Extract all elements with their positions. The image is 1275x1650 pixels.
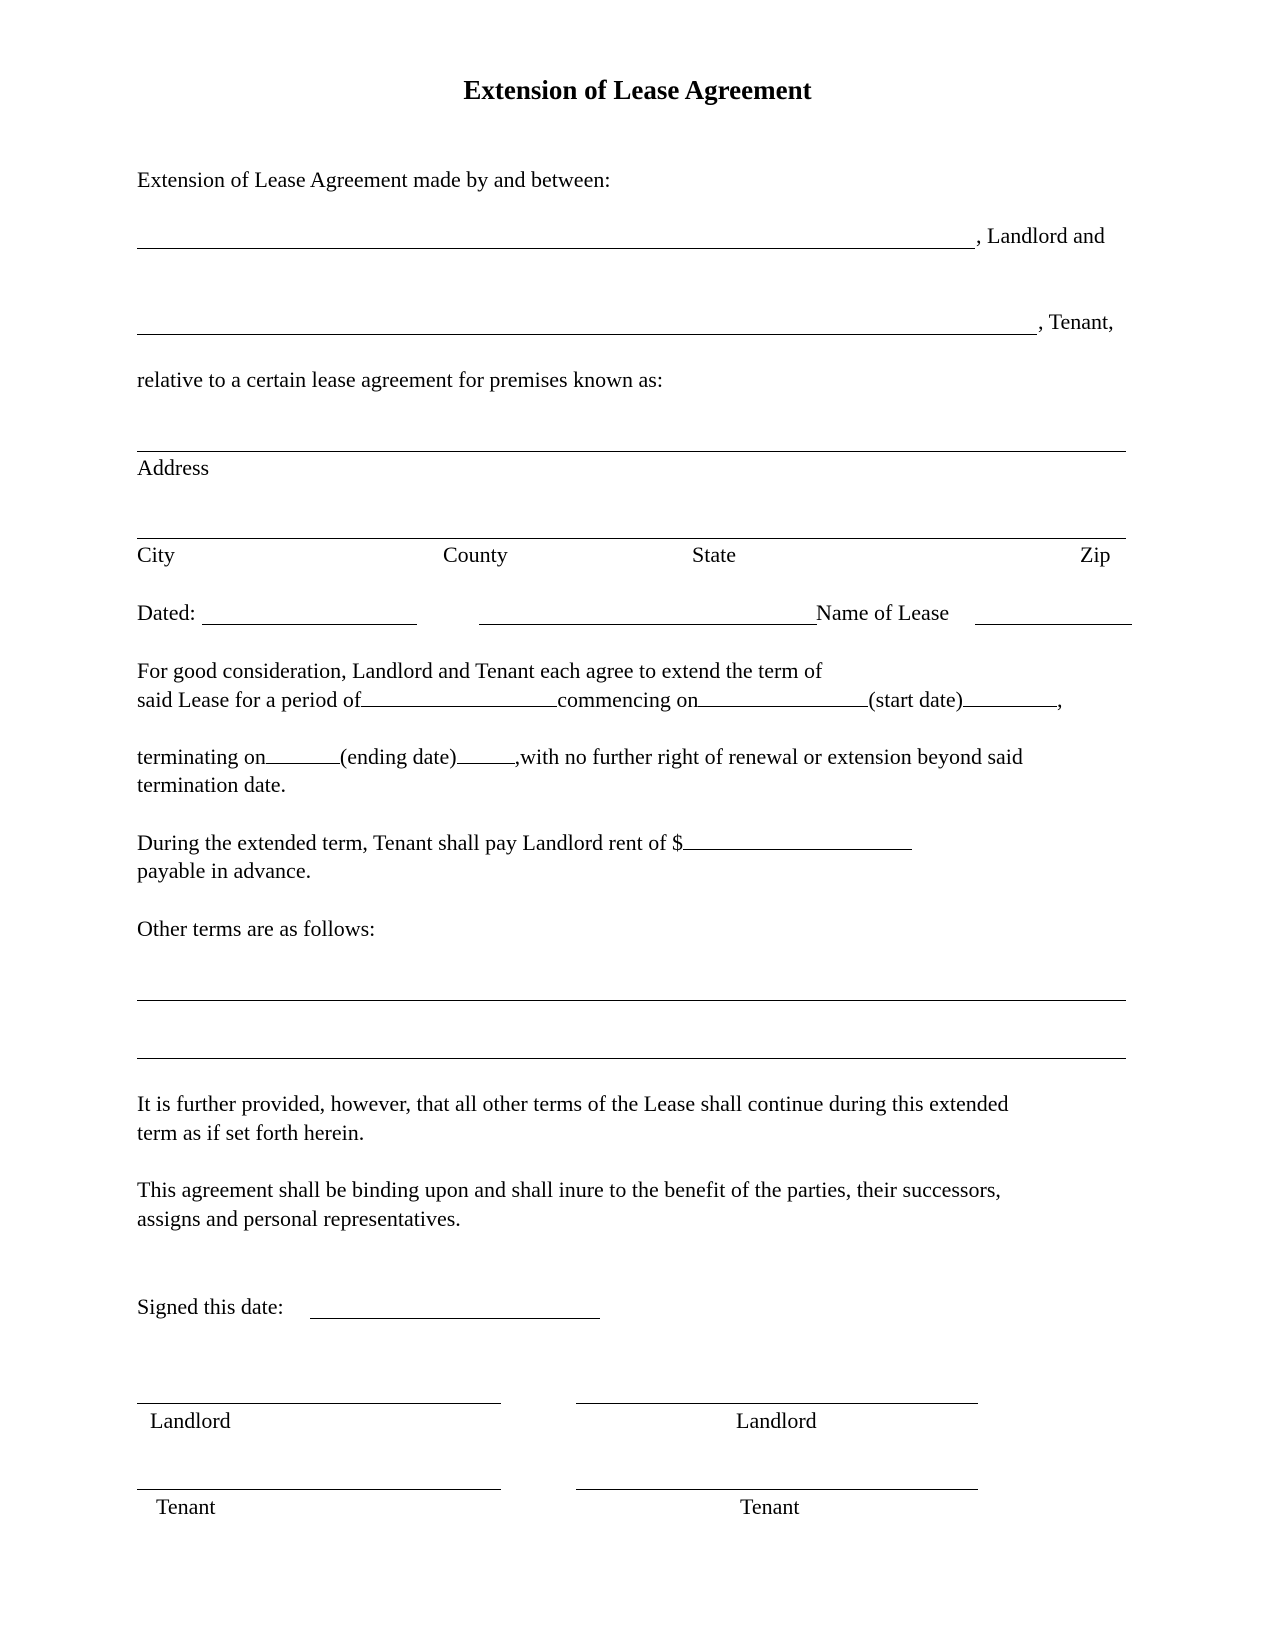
tenant-signature-left[interactable] bbox=[137, 1489, 501, 1490]
binding-line-2: assigns and personal representatives. bbox=[137, 1206, 461, 1231]
period-field[interactable] bbox=[361, 686, 557, 707]
terminating-line-1 bbox=[137, 743, 1023, 770]
zip-label: Zip bbox=[1080, 542, 1111, 567]
rent-label: During the extended term, Tenant shall pay Landlord rent of $ bbox=[137, 830, 684, 855]
name-of-lease-label: Name of Lease bbox=[816, 600, 950, 625]
no-renewal-text: ,with no further right of renewal or extension beyond said bbox=[514, 744, 1023, 769]
tenant-signature-right[interactable] bbox=[576, 1489, 978, 1490]
terminating-line-2: termination date. bbox=[137, 772, 287, 797]
start-date-field[interactable] bbox=[963, 686, 1057, 707]
binding-line-1: This agreement shall be binding upon and shall inure to the benefit of the parties, their successors, bbox=[137, 1177, 1001, 1202]
signed-date-field[interactable] bbox=[310, 1318, 600, 1319]
further-line-2: term as if set forth herein. bbox=[137, 1120, 365, 1145]
other-terms-field-2[interactable] bbox=[137, 1058, 1126, 1059]
landlord-signature-right[interactable] bbox=[576, 1403, 978, 1404]
start-date-label: (start date) bbox=[868, 687, 963, 712]
landlord-signature-left[interactable] bbox=[137, 1403, 501, 1404]
county-label: County bbox=[443, 542, 508, 567]
premises-text: relative to a certain lease agreement for premises known as: bbox=[137, 367, 663, 392]
landlord-name-field[interactable] bbox=[137, 248, 975, 249]
commencing-label: commencing on bbox=[557, 687, 699, 712]
landlord-suffix: , Landlord and bbox=[976, 223, 1105, 248]
signed-date-label: Signed this date: bbox=[137, 1294, 284, 1319]
lease-name-field[interactable] bbox=[479, 624, 817, 625]
city-label: City bbox=[137, 542, 175, 567]
tenant-suffix: , Tenant, bbox=[1038, 309, 1114, 334]
other-terms-field-1[interactable] bbox=[137, 1000, 1126, 1001]
terminating-field[interactable] bbox=[266, 743, 340, 764]
ending-date-label: (ending date) bbox=[339, 744, 457, 769]
rent-line-2: payable in advance. bbox=[137, 858, 312, 883]
address-field[interactable] bbox=[137, 451, 1126, 452]
rent-line-1 bbox=[137, 829, 912, 856]
dated-label: Dated: bbox=[137, 600, 196, 625]
period-label: said Lease for a period of bbox=[137, 687, 362, 712]
rent-amount-field[interactable] bbox=[683, 829, 912, 850]
consideration-line-1: For good consideration, Landlord and Tenant each agree to extend the term of bbox=[137, 658, 823, 683]
terminating-label: terminating on bbox=[137, 744, 266, 769]
consideration-line-2 bbox=[137, 686, 1063, 713]
tenant-name-field[interactable] bbox=[137, 334, 1037, 335]
comma: , bbox=[1057, 687, 1063, 712]
address-label: Address bbox=[137, 455, 210, 480]
commencing-field[interactable] bbox=[698, 686, 868, 707]
other-terms-label: Other terms are as follows: bbox=[137, 916, 376, 941]
further-line-1: It is further provided, however, that all other terms of the Lease shall continue during this extended bbox=[137, 1091, 1009, 1116]
landlord-label-left: Landlord bbox=[150, 1408, 231, 1433]
state-label: State bbox=[692, 542, 736, 567]
page-title: Extension of Lease Agreement bbox=[463, 75, 812, 105]
intro-text: Extension of Lease Agreement made by and between: bbox=[137, 167, 611, 192]
tenant-label-right: Tenant bbox=[740, 1494, 800, 1519]
city-county-state-zip-field[interactable] bbox=[137, 538, 1126, 539]
ending-date-field[interactable] bbox=[457, 743, 515, 764]
landlord-label-right: Landlord bbox=[736, 1408, 817, 1433]
dated-field[interactable] bbox=[202, 624, 417, 625]
name-of-lease-field[interactable] bbox=[975, 624, 1132, 625]
tenant-label-left: Tenant bbox=[156, 1494, 216, 1519]
